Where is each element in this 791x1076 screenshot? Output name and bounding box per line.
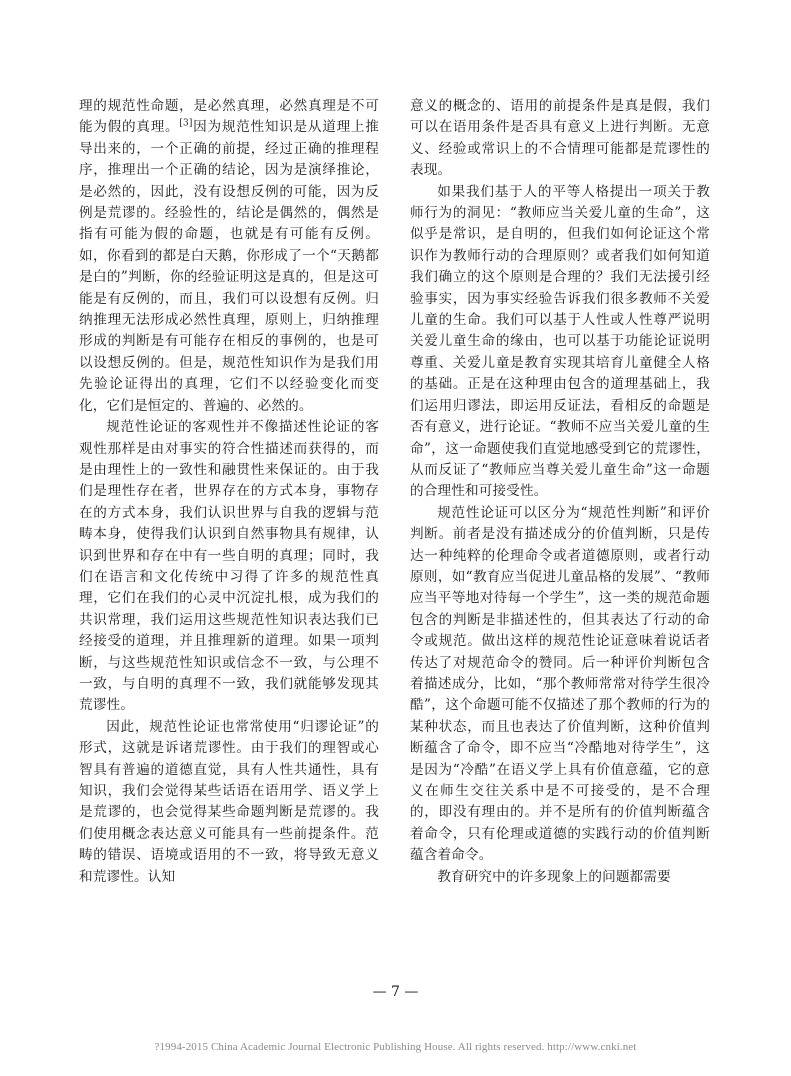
- paragraph-text: 理的规范性命题，是必然真理，必然真理是不可能为假的真理。: [79, 98, 379, 136]
- paragraph: 因此，规范性论证也常常使用“归谬论证”的形式，这就是诉诸荒谬性。由于我们的理智或心智具有普遍的道德直觉，具有人性共通性，具有知识，我们会觉得某些话语在语用学、语义学上是荒谬的，也会觉得某些命题判断是荒谬的。我们使用概念表达意义可能具有一些前提条件。范畴的错误、语境或语用的不一致，将导致无意义和荒谬性。认知: [79, 718, 379, 885]
- paragraph-text: 因为规范性知识是从道理上推导出来的，一个正确的前提，经过正确的推理程序，推理出一个正确的结论，因为是演绎推论，是必然的，因此，没有设想反例的可能，因为反例是荒谬的。经验性的，结论是偶然的，偶然是指有可能为假的命题，也就是有可能有反例。如，你看到的都是白天鹅，你形成了一个“天鹅都是白的”判断，你的经验证明这是真的，但是这可能是有反例的，而且，我们可以设想有反例。归纳推理无法形成必然性真理，原则上，归纳推理形成的判断是有可能存在相反的事例的，也是可以设想反例的。但是，规范性知识作为是我们用先验论证得出的真理，它们不以经验变化而变化，它们是恒定的、普遍的、必然的。: [79, 119, 379, 414]
- paragraph: 意义的概念的、语用的前提条件是真是假，我们可以在语用条件是否具有意义上进行判断。无意义、经验或常识上的不合情理可能都是荒谬性的表现。: [410, 98, 710, 179]
- right-column: [410, 96, 710, 888]
- copyright-footer: ?1994-2015 China Academic Journal Electronic Publishing House. All rights reserved. http://www.cnki.net: [154, 1041, 637, 1053]
- page-number: — 7 —: [372, 984, 419, 1000]
- paragraph: 如果我们基于人的平等人格提出一项关于教师行为的洞见：“教师应当关爱儿童的生命”，这似乎是常识，是自明的，但我们如何论证这个常识作为教师行动的合理原则？或者我们如何知道我们确立的这个原则是合理的？我们无法援引经验事实，因为事实经验告诉我们很多教师不关爱儿童的生命。我们可以基于人性或人性尊严说明关爱儿童生命的缘由，也可以基于功能论证说明尊重、关爱儿童是教育实现其培育儿童健全人格的基础。正是在这种理由包含的道理基础上，我们运用归谬法，即运用反证法，看相反的命题是否有意义，进行论证。“教师不应当关爱儿童的生命”，这一命题使我们直觉地感受到它的荒谬性，从而反证了“教师应当尊关爱儿童生命”这一命题的合理性和可接受性。: [410, 183, 710, 500]
- paragraph: 教育研究中的许多现象上的问题都需要: [437, 868, 671, 885]
- left-column: [79, 96, 379, 888]
- paragraph: [79, 96, 379, 417]
- paragraph: 规范性论证的客观性并不像描述性论证的客观性那样是由对事实的符合性描述而获得的，而是由理性上的一致性和融贯性来保证的。由于我们是理性存在者，世界存在的方式本身，事物存在的方式本身，我们认识世界与自我的逻辑与范畴本身，使得我们认识到自然事物具有规律，认识到世界和存在中有一些自明的真理；同时，我们在语言和文化传统中习得了许多的规范性真理，它们在我们的心灵中沉淀扎根，成为我们的共识常理，我们运用这些规范性知识表达我们已经接受的道理，并且推理新的道理。如果一项判断，与这些规范性知识或信念不一致，与公理不一致，与自明的真理不一致，我们就能够发现其荒谬性。: [79, 419, 379, 714]
- citation-marker[interactable]: [3]: [179, 118, 193, 129]
- article-body: [79, 96, 709, 896]
- paragraph: 规范性论证可以区分为“规范性判断”和评价判断。前者是没有描述成分的价值判断，只是传达一种纯粹的伦理命令或者道德原则，或者行动原则，如“教育应当促进儿童品格的发展”、“教师应当平等地对待每一个学生”，这一类的规范命题包含的判断是非描述性的，但其表达了行动的命令或规范。做出这样的规范性论证意味着说话者传达了对规范命令的赞同。后一种评价判断包含着描述成分，比如，“那个教师常常对待学生很冷酷”，这个命题可能不仅描述了那个教师的行为的某种状态，而且也表达了价值判断，这种价值判断蕴含了命令，即不应当“冷酷地对待学生”，这是因为“冷酷”在语义学上具有价值意蕴，它的意义在师生交往关系中是不可接受的，是不合理的，即没有理由的。并不是所有的价值判断蕴含着命令，只有伦理或道德的实践行动的价值判断蕴含着命令。: [410, 504, 710, 864]
